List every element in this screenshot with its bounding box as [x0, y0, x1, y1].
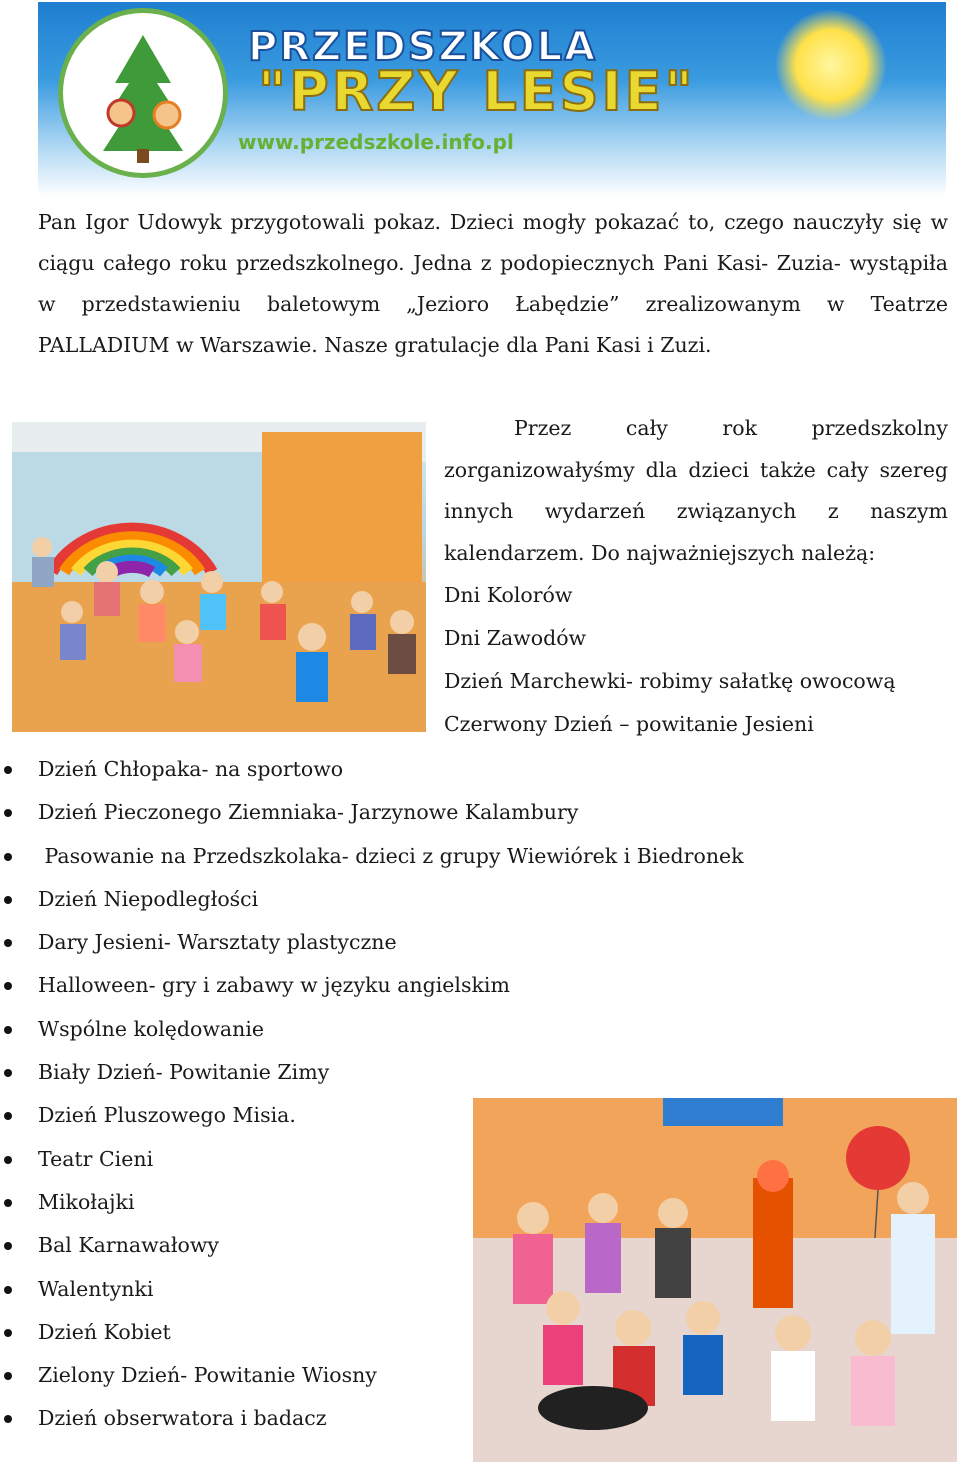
- list-item: Dzień obserwatora i badacz: [0, 1397, 740, 1440]
- sun-graphic: [776, 10, 886, 120]
- event-item: Dni Zawodów: [444, 626, 587, 650]
- bullet-icon: [4, 1156, 12, 1164]
- bullet-icon: [4, 1026, 12, 1034]
- list-item: Teatr Cieni: [0, 1138, 740, 1181]
- logo-title: PRZEDSZKOLA: [248, 24, 598, 70]
- list-item: Zielony Dzień- Powitanie Wiosny: [0, 1354, 740, 1397]
- tree-icon: [63, 13, 223, 173]
- list-item: Dzień Chłopaka- na sportowo: [0, 748, 740, 791]
- bullet-icon: [4, 1112, 12, 1120]
- list-item: Walentynki: [0, 1268, 740, 1311]
- list-item: Dzień Kobiet: [0, 1311, 740, 1354]
- events-lead-text: zorganizowałyśmy dla dzieci także cały szereg innych wydarzeń związanych z naszym kalendarzem. Do najważniejszych należą:: [444, 457, 948, 565]
- list-item: Mikołajki: [0, 1181, 740, 1224]
- bullet-icon: [4, 1415, 12, 1423]
- list-item: Dzień Pieczonego Ziemniaka- Jarzynowe Kalambury: [0, 791, 740, 834]
- bullet-icon: [4, 1286, 12, 1294]
- event-item: Dni Kolorów: [444, 583, 573, 607]
- bullet-icon: [4, 853, 12, 861]
- intro-paragraph: Pan Igor Udowyk przygotowali pokaz. Dzieci mogły pokazać to, czego nauczyły się w ciągu całego roku przedszkolnego. Jedna z podopiecznych Pani Kasi- Zuzia- wystąpiła w przedstawieniu baletowym „Jezioro Łabędzie” zrealizowanym w Teatrze PALLADIUM w Warszawie. Nasze gratulacje dla Pani Kasi i Zuzi.: [38, 210, 948, 357]
- list-item: Dary Jesieni- Warsztaty plastyczne: [0, 921, 740, 964]
- photo-carnival-ball: [473, 1098, 957, 1462]
- list-item: Dzień Niepodległości: [0, 878, 740, 921]
- list-item: Wspólne kolędowanie: [0, 1008, 740, 1051]
- list-item: Halloween- gry i zabawy w języku angielskim: [0, 964, 740, 1007]
- bullet-icon: [4, 1242, 12, 1250]
- bullet-icon: [4, 896, 12, 904]
- bullet-icon: [4, 982, 12, 990]
- logo-name: "PRZY LESIE": [258, 60, 696, 123]
- bullet-icon: [4, 1372, 12, 1380]
- list-item: Bal Karnawałowy: [0, 1224, 740, 1267]
- website-url[interactable]: www.przedszkole.info.pl: [238, 130, 514, 154]
- list-item: Biały Dzień- Powitanie Zimy: [0, 1051, 740, 1094]
- bullet-icon: [4, 766, 12, 774]
- bullet-icon: [4, 939, 12, 947]
- events-intro-column: [444, 408, 948, 746]
- kindergarten-seal-logo: [58, 8, 228, 178]
- photo-children-rainbow: [12, 422, 426, 732]
- event-item: Dzień Marchewki- robimy sałatkę owocową: [444, 669, 896, 693]
- bullet-icon: [4, 1069, 12, 1077]
- bullet-icon: [4, 1199, 12, 1207]
- events-lead-line: Przez cały rok przedszkolny: [514, 416, 948, 440]
- bullet-icon: [4, 1329, 12, 1337]
- list-item: Dzień Pluszowego Misia.: [0, 1094, 740, 1137]
- event-item: Czerwony Dzień – powitanie Jesieni: [444, 712, 814, 736]
- bullet-icon: [4, 809, 12, 817]
- list-item: Pasowanie na Przedszkolaka- dzieci z grupy Wiewiórek i Biedronek: [0, 835, 740, 878]
- header-banner: [38, 2, 946, 197]
